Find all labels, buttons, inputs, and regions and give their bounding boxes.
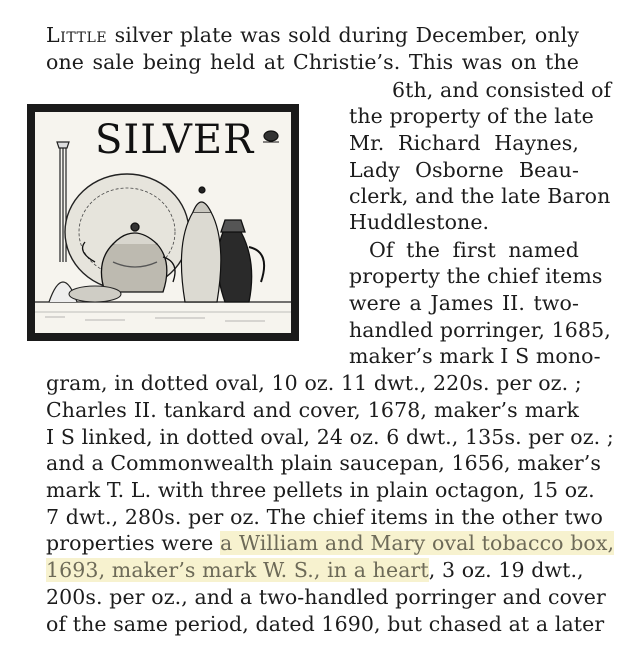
text-line-22: 200s. per oz., and a two-handled porringer and cover <box>46 585 606 609</box>
text-line-1 <box>46 22 579 48</box>
text-span: , 3 oz. 19 dwt., <box>428 558 584 582</box>
text-line-11: were a James II. two- <box>349 291 579 315</box>
text-line-8: Huddlestone. <box>349 210 490 234</box>
illustration-title: SILVER <box>95 117 255 163</box>
text-line-23: of the same period, dated 1690, but chased at a later <box>46 612 605 636</box>
text-line-4: the property of the late <box>349 104 594 128</box>
text-line-14: gram, in dotted oval, 10 oz. 11 dwt., 220s. per oz. ; <box>46 371 582 395</box>
text-line-7: clerk, and the late Baron <box>349 184 611 208</box>
text-line-16: I S linked, in dotted oval, 24 oz. 6 dwt., 135s. per oz. ; <box>46 425 614 449</box>
text-line-21 <box>46 557 584 583</box>
text-line-3: 6th, and consisted of <box>392 78 612 102</box>
highlighted-text: 1693, maker’s mark W. S., in a heart <box>46 558 429 582</box>
text-line-18: mark T. L. with three pellets in plain octagon, 15 oz. <box>46 478 595 502</box>
text-line-9: Of the first named <box>369 238 579 262</box>
text-line-13: maker’s mark I S mono- <box>349 344 601 368</box>
text-line-6: Lady Osborne Beau- <box>349 158 579 182</box>
text-line-2: one sale being held at Christie’s. This was on the <box>46 50 579 74</box>
highlighted-text: a William and Mary oval tobacco box, <box>220 531 615 555</box>
text-span: silver plate was sold during December, only <box>107 23 579 47</box>
text-line-5: Mr. Richard Haynes, <box>349 131 579 155</box>
text-line-17: and a Commonwealth plain saucepan, 1656, maker’s <box>46 451 602 475</box>
text-span: properties were <box>46 531 221 555</box>
text-line-20 <box>46 530 615 556</box>
text-line-10: property the chief items <box>349 264 603 288</box>
illustration-panel <box>35 112 291 333</box>
text-line-15: Charles II. tankard and cover, 1678, maker’s mark <box>46 398 579 422</box>
text-line-19: 7 dwt., 280s. per oz. The chief items in the other two <box>46 505 603 529</box>
silver-illustration <box>27 104 299 341</box>
drop-word: Little <box>46 23 108 47</box>
text-line-12: handled porringer, 1685, <box>349 318 611 342</box>
